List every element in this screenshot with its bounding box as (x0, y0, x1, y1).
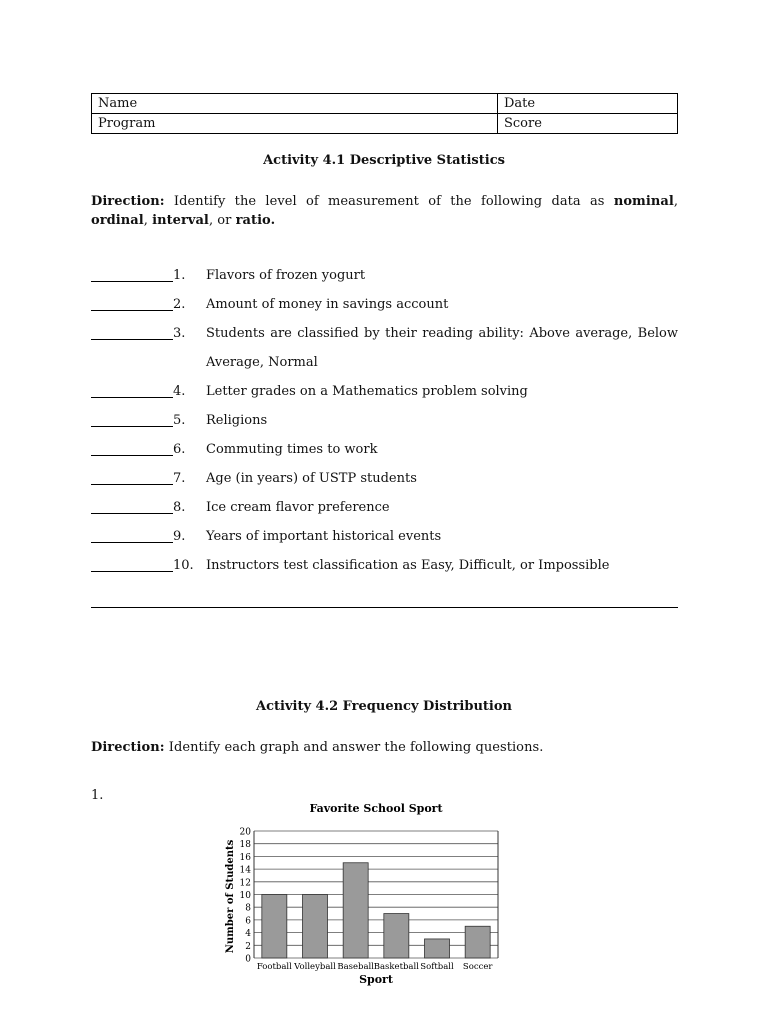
question-text: Instructors test classification as Easy, Difficult, or Impossible (206, 558, 610, 573)
activity-4-1-direction: Direction: Identify the level of measurement of the following data as nominal, ordinal, interval, or ratio. (91, 194, 678, 228)
date-cell: Date (498, 94, 678, 114)
question-text: Amount of money in savings account (206, 297, 449, 312)
x-tick-label: Basketball (373, 962, 419, 972)
bar-volleyball (303, 895, 328, 959)
bar-softball (425, 939, 450, 958)
level-interval: interval (152, 213, 209, 228)
level-ordinal: ordinal (91, 213, 144, 228)
question-number: 10. (173, 558, 194, 573)
x-tick-label: Softball (420, 962, 454, 972)
y-tick-label: 10 (239, 891, 251, 901)
graph-question-number: 1. (91, 788, 104, 803)
y-tick-label: 6 (245, 916, 251, 927)
question-number: 4. (173, 384, 186, 399)
direction-label: Direction: (91, 740, 165, 755)
question-text: Commuting times to work (206, 442, 378, 457)
activity-4-2-title: Activity 4.2 Frequency Distribution (256, 699, 512, 714)
x-tick-label: Soccer (462, 962, 493, 972)
x-tick-label: Football (256, 962, 292, 972)
level-ratio: ratio (235, 213, 271, 228)
y-tick-label: 14 (239, 865, 251, 876)
y-axis-label: Number of Students (225, 839, 236, 954)
y-tick-label: 16 (239, 852, 251, 863)
question-text: Ice cream flavor preference (206, 500, 390, 515)
question-text: Age (in years) of USTP students (206, 471, 417, 486)
question-number: 1. (173, 268, 186, 283)
question-text: Years of important historical events (206, 529, 442, 544)
question-text: Letter grades on a Mathematics problem solving (206, 384, 528, 399)
y-tick-label: 8 (245, 903, 251, 914)
activity-4-1-title: Activity 4.1 Descriptive Statistics (263, 153, 505, 168)
y-tick-label: 0 (245, 954, 251, 965)
question-number: 3. (173, 326, 186, 341)
bar-basketball (384, 914, 409, 958)
y-tick-label: 4 (245, 929, 251, 940)
y-tick-label: 2 (245, 941, 251, 952)
y-tick-label: 20 (239, 827, 251, 838)
question-number: 9. (173, 529, 186, 544)
direction-label: Direction: (91, 194, 165, 209)
score-cell: Score (498, 114, 678, 134)
question-text: Religions (206, 413, 268, 428)
y-tick-label: 12 (239, 878, 251, 889)
direction-text: Identify the level of measurement of the following data as (164, 194, 614, 209)
question-number: 7. (173, 471, 186, 486)
x-axis-label: Sport (359, 973, 393, 986)
question-number: 8. (173, 500, 186, 515)
y-tick-label: 18 (239, 840, 251, 851)
program-cell: Program (92, 114, 498, 134)
question-number: 2. (173, 297, 186, 312)
question-number: 5. (173, 413, 186, 428)
bar-baseball (343, 863, 368, 958)
name-cell: Name (92, 94, 498, 114)
question-number: 6. (173, 442, 186, 457)
question-text: Students are classified by their reading ability: Above average, Below Average, Normal (206, 326, 678, 370)
direction-text: Identify each graph and answer the following questions. (164, 740, 544, 755)
level-nominal: nominal (613, 194, 674, 209)
question-text: Flavors of frozen yogurt (206, 268, 366, 283)
x-tick-label: Volleyball (294, 962, 336, 972)
x-tick-label: Baseball (337, 962, 374, 972)
chart-title: Favorite School Sport (309, 802, 443, 815)
bar-football (262, 895, 287, 959)
bar-soccer (465, 926, 490, 958)
